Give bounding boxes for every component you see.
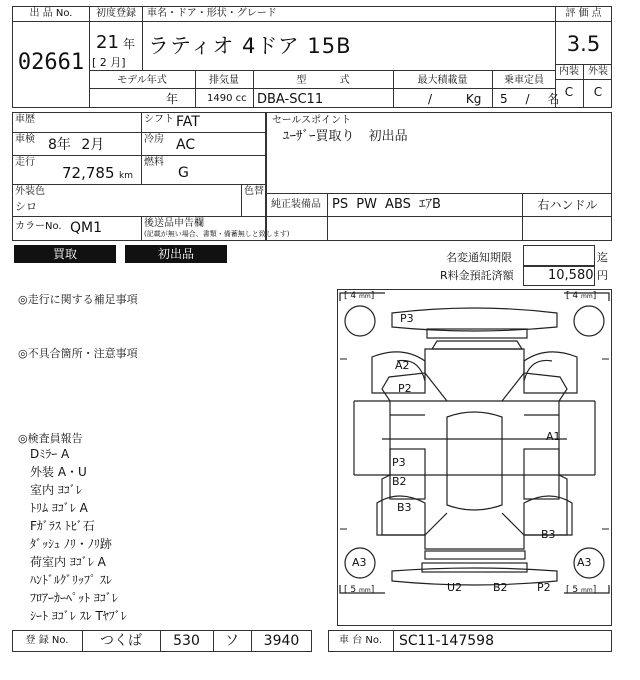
inspector-line: ｼｰﾄ ﾖｺﾞﾚ ｽﾚ Tﾔﾌﾞﾚ (30, 609, 127, 623)
mileage-label: 走行 (15, 157, 35, 168)
mileage-value: 72,785 (62, 164, 115, 182)
registration-region: つくば (100, 633, 142, 649)
steering-value: 右ハンドル (537, 198, 598, 212)
inspector-line: ﾀﾞｯｼｭ ﾉﾘ・ﾉﾘ跡 (30, 537, 112, 551)
damage-mark: A1 (546, 430, 561, 443)
lot-number: 02661 (17, 50, 85, 75)
tag-buyback: 買取 (14, 245, 116, 263)
first-registration-month: [ 2 月] (92, 56, 126, 69)
equipment-value: PS PW ABS ｴｱB (332, 197, 441, 212)
inspector-line: 室内 ﾖｺﾞﾚ (30, 483, 82, 497)
model-year-label: モデル年式 (117, 75, 167, 86)
damage-mark: P3 (400, 312, 414, 325)
max-load-value: / Kg (428, 92, 482, 106)
exterior-grade-label: 外装 (588, 66, 608, 77)
fuel-value: G (178, 165, 189, 181)
color-number-value: QM1 (70, 220, 103, 236)
inspector-line: 外装 A・U (30, 465, 87, 479)
recycle-fee-value: 10,580 (548, 268, 594, 283)
sales-point-label: セールスポイント (272, 115, 352, 126)
interior-grade-label: 内装 (559, 66, 579, 77)
shift-value: FAT (176, 114, 200, 130)
exterior-color-label: 外装色 (15, 186, 45, 197)
damage-mark: A3 (352, 556, 367, 569)
displacement-value: 1490 cc (207, 93, 247, 104)
first-registration-label: 初度登録 (96, 8, 136, 19)
inspector-line: Fｶﾞﾗｽ ﾄﾋﾞ石 (30, 519, 95, 533)
inspector-line: Dﾐﾗｰ A (30, 447, 70, 461)
car-name: ラティオ 4ドア 15B (148, 34, 352, 58)
tire-depth-front-left: [ 4 mm] (344, 291, 375, 301)
defects-remarks-label: ◎不具合箇所・注意事項 (18, 347, 138, 360)
mileage-unit: km (119, 171, 133, 181)
max-load-label: 最大積載量 (417, 75, 468, 86)
chassis-number-value: SC11-147598 (399, 633, 494, 649)
tire-depth-rear-right: [ 5 mm] (566, 585, 597, 595)
capacity-label: 乗車定員 (504, 75, 544, 86)
damage-mark: U2 (447, 581, 463, 594)
driving-remarks-label: ◎走行に関する補足事項 (18, 293, 138, 306)
fuel-label: 燃料 (144, 157, 164, 168)
equipment-label: 純正装備品 (271, 199, 321, 210)
documents-note: (記載が無い場合、書類・備蓄無しと致します) (144, 230, 290, 238)
damage-mark: P2 (398, 382, 412, 395)
registration-number-label: 登 録 No. (25, 635, 69, 646)
inspector-line: 荷室内 ﾖｺﾞﾚ A (30, 555, 106, 569)
damage-mark: B2 (392, 475, 407, 488)
shift-label: シフト (144, 114, 174, 125)
lot-number-label: 出 品 No. (29, 8, 73, 19)
registration-kana: ソ (225, 633, 239, 649)
inspector-report-label: ◎検査員報告 (18, 432, 83, 445)
exterior-grade: C (593, 85, 603, 99)
car-damage-diagram (337, 289, 612, 626)
sales-point-value: ﾕｰｻﾞｰ買取り 初出品 (283, 129, 408, 144)
displacement-label: 排気量 (209, 75, 239, 86)
first-registration-year: 21 (96, 32, 119, 53)
history-label: 車歴 (15, 114, 35, 125)
color-number-label: カラーNo. (15, 221, 62, 232)
registration-class: 530 (173, 633, 200, 649)
inspection-value: 8年 2月 (48, 137, 105, 153)
damage-mark: P3 (392, 456, 406, 469)
tire-depth-rear-left: [ 5 mm] (344, 585, 375, 595)
damage-mark: B3 (541, 528, 556, 541)
inspection-label: 車検 (15, 134, 35, 145)
exterior-color-value: シロ (15, 200, 37, 213)
damage-mark: P2 (537, 581, 551, 594)
first-registration-year-unit: 年 (123, 37, 136, 51)
ac-label: 冷房 (144, 134, 164, 145)
model-year-value: 年 (166, 92, 179, 106)
name-change-deadline-unit: 迄 (597, 251, 608, 264)
model-code-label: 型 式 (296, 75, 350, 86)
tire-depth-front-right: [ 4 mm] (566, 291, 597, 301)
tag-first-listing: 初出品 (125, 245, 227, 263)
name-change-deadline-box (523, 245, 595, 266)
documents-label: 後送品申告欄 (144, 218, 204, 229)
interior-grade: C (564, 85, 574, 99)
inspector-line: ﾄﾘﾑ ﾖｺﾞﾚ A (30, 501, 88, 515)
model-code-value: DBA-SC11 (257, 92, 324, 107)
recycle-fee-label: R料金預託済額 (440, 269, 514, 282)
damage-mark: B3 (397, 501, 412, 514)
capacity-value: 5 / 名 (500, 92, 560, 106)
evaluation-label: 評 価 点 (565, 8, 602, 19)
damage-mark: A3 (577, 556, 592, 569)
ac-value: AC (176, 137, 196, 153)
inspector-line: ﾌﾛｱｰｶｰﾍﾟｯﾄ ﾖｺﾞﾚ (30, 591, 118, 605)
inspector-line: ﾊﾝﾄﾞﾙｸﾞﾘｯﾌﾟ ｽﾚ (30, 573, 112, 587)
repaint-label: 色替 (244, 186, 264, 197)
evaluation-score: 3.5 (566, 32, 601, 56)
damage-mark: B2 (493, 581, 508, 594)
damage-mark: A2 (395, 359, 410, 372)
registration-digits: 3940 (263, 633, 300, 649)
car-name-label: 車名・ドア・形状・グレード (147, 8, 277, 19)
chassis-number-label: 車 台 No. (339, 635, 382, 646)
recycle-fee-unit: 円 (597, 269, 608, 282)
name-change-deadline-label: 名変通知期限 (446, 251, 512, 264)
